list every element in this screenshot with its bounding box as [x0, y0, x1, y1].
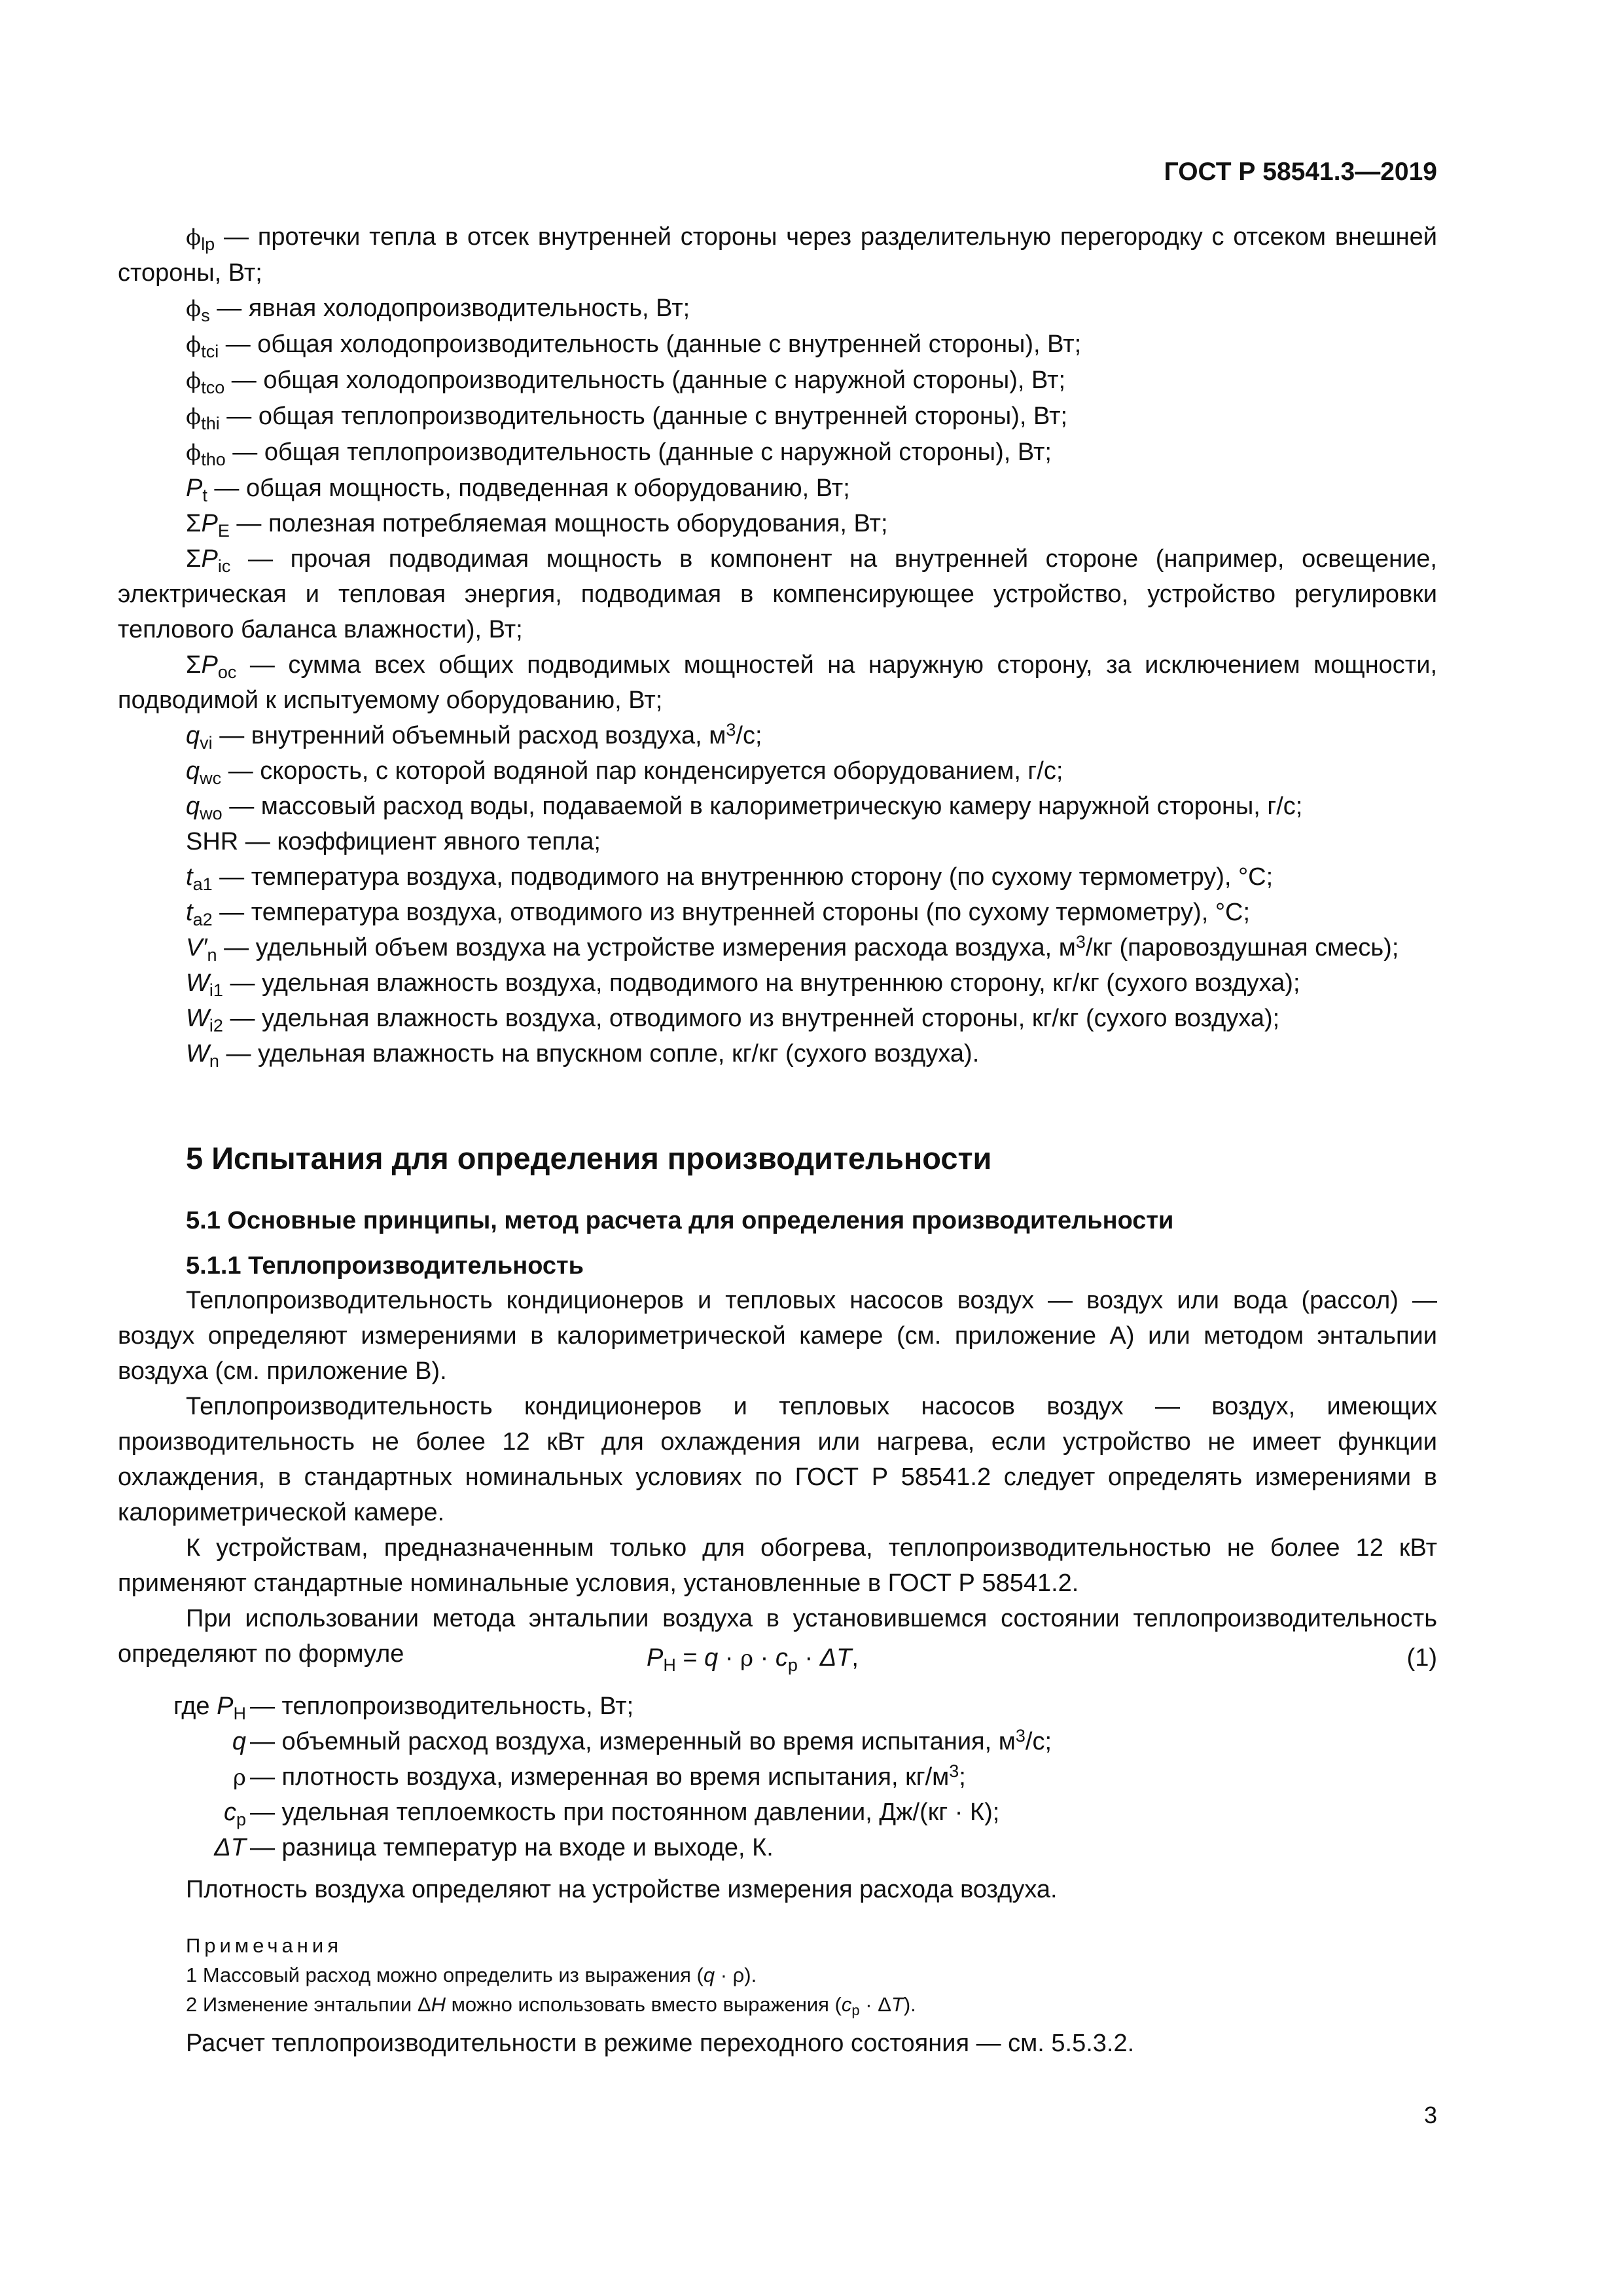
definition-item: $P_t$ — общая мощность, подведенная к оборудованию, Вт; — [186, 475, 850, 505]
paragraph: Теплопроизводительность кондиционеров и тепловых насосов воздух — воздух или вода (рассол) — воздух определяют измерениями в калориметрической камере (см. приложение А) или методом энтальпии воздуха (см. приложение В). — [118, 1287, 1437, 1385]
where-item: ΔT — разница температур на входе и выходе, К. — [214, 1834, 774, 1861]
definition-item: $\phi_{tco}$ — общая холодопроизводительность (данные с наружной стороны), Вт; — [186, 367, 1066, 397]
definition-item: $\phi_{lp}$ — протечки тепла в отсек внутренней стороны через разделительную перегородку с отсеком внешней стороны, Вт; — [118, 223, 1437, 287]
section-5-1-heading: 5.1 Основные принципы, метод расчета для определения производительности — [186, 1207, 1174, 1234]
paragraph: При использовании метода энтальпии воздуха в установившемся состоянии теплопроизводительность определяют по формуле — [118, 1605, 1437, 1668]
notes — [186, 1931, 1429, 2019]
where-item: q — объемный расход воздуха, измеренный во время испытания, $м^3/с$; — [232, 1726, 1052, 1755]
formula-number: (1) — [1406, 1644, 1437, 1672]
paragraph: Расчет теплопроизводительности в режиме переходного состояния — см. 5.5.3.2. — [186, 2030, 1135, 2057]
definition-item: $t_{a1}$ — температура воздуха, подводимого на внутреннюю сторону (по сухому термометру), °С; — [186, 863, 1274, 894]
definition-item: $q_{wo}$ — массовый расход воды, подаваемой в калориметрическую камеру наружной стороны, г/с; — [186, 793, 1303, 823]
definition-item: $t_{a2}$ — температура воздуха, отводимого из внутренней стороны (по сухому термометру), °С; — [186, 899, 1251, 929]
formula-expression: $P_H = q \cdot \rho \cdot c_p \cdot \Delta T$, — [647, 1644, 859, 1675]
note-1: 1 Массовый расход можно определить из выражения (q · ρ). — [186, 1964, 757, 1986]
definition-item: $V'_n$ — удельный объем воздуха на устройстве измерения расхода воздуха, $м^3/кг$ (паровоздушная смесь); — [186, 932, 1399, 965]
symbol-definitions — [118, 219, 1437, 1071]
definition-item: $q_{wc}$ — скорость, с которой водяной пар конденсируется оборудованием, г/с; — [186, 757, 1063, 788]
where-item: где $P_H$ — теплопроизводительность, Вт; — [173, 1693, 634, 1723]
definition-item: $\phi_s$ — явная холодопроизводительность, Вт; — [186, 295, 690, 325]
section-body — [118, 1283, 1437, 1672]
definition-item: $\phi_{tho}$ — общая теплопроизводительность (данные с наружной стороны), Вт; — [186, 439, 1052, 469]
definition-item: $W_{i1}$ — удельная влажность воздуха, подводимого на внутреннюю сторону, кг/кг (сухого воздуха); — [186, 969, 1300, 1000]
where-item: $c_p$ — удельная теплоемкость при постоянном давлении, Дж/(кг · К); — [223, 1799, 1000, 1829]
where-item: ρ — плотность воздуха, измеренная во время испытания, $кг/м^3$; — [233, 1761, 966, 1791]
definition-item: $\Sigma P_{oc}$ — сумма всех общих подводимых мощностей на наружную сторону, за исключением мощности, подводимой к испытуемому оборудованию, Вт; — [118, 651, 1437, 714]
definition-item: $W_n$ — удельная влажность на впускном сопле, кг/кг (сухого воздуха). — [186, 1040, 980, 1071]
definition-item: $\phi_{thi}$ — общая теплопроизводительность (данные с внутренней стороны), Вт; — [186, 403, 1068, 433]
definition-item: $W_{i2}$ — удельная влажность воздуха, отводимого из внутренней стороны, кг/кг (сухого воздуха); — [186, 1005, 1280, 1035]
paragraph: Плотность воздуха определяют на устройстве измерения расхода воздуха. — [186, 1876, 1058, 1903]
definition-item: $\Sigma P_{ic}$ — прочая подводимая мощность в компонент на внутренней стороне (например, освещение, электрическая и тепловая энергия, подводимая в компенсирующее устройство, устройство регулировки теплового баланса влажности), Вт; — [118, 545, 1437, 643]
definition-item: $\Sigma P_E$ — полезная потребляемая мощность оборудования, Вт; — [186, 510, 888, 541]
definition-item: $q_{vi}$ — внутренний объемный расход воздуха, $м^3/с$; — [186, 720, 762, 753]
notes-title: Примечания — [186, 1934, 342, 1957]
section-5-heading: 5 Испытания для определения производительности — [186, 1141, 992, 1175]
document-header: ГОСТ Р 58541.3—2019 — [1164, 158, 1437, 186]
paragraph: К устройствам, предназначенным только для обогрева, теплопроизводительностью не более 12 кВт применяют стандартные номинальные условия, установленные в ГОСТ Р 58541.2. — [118, 1534, 1437, 1597]
page-number: 3 — [1423, 2102, 1437, 2128]
definition-item: $\phi_{tci}$ — общая холодопроизводительность (данные с внутренней стороны), Вт; — [186, 331, 1082, 361]
definition-item: SHR — коэффициент явного тепла; — [186, 828, 601, 855]
formula-1 — [118, 1640, 1437, 1676]
paragraph: Теплопроизводительность кондиционеров и тепловых насосов воздух — воздух, имеющих производительность не более 12 кВт для охлаждения или нагрева, если устройство не имеет функции охлаждения, в стандартных номинальных условиях по ГОСТ Р 58541.2 следует определять измерениями в калориметрической камере. — [118, 1393, 1437, 1526]
section-5-1-1-heading: 5.1.1 Теплопроизводительность — [186, 1252, 584, 1280]
note-2: 2 Изменение энтальпии ΔH можно использовать вместо выражения $(c_p \cdot \Delta T)$. — [186, 1993, 916, 2018]
